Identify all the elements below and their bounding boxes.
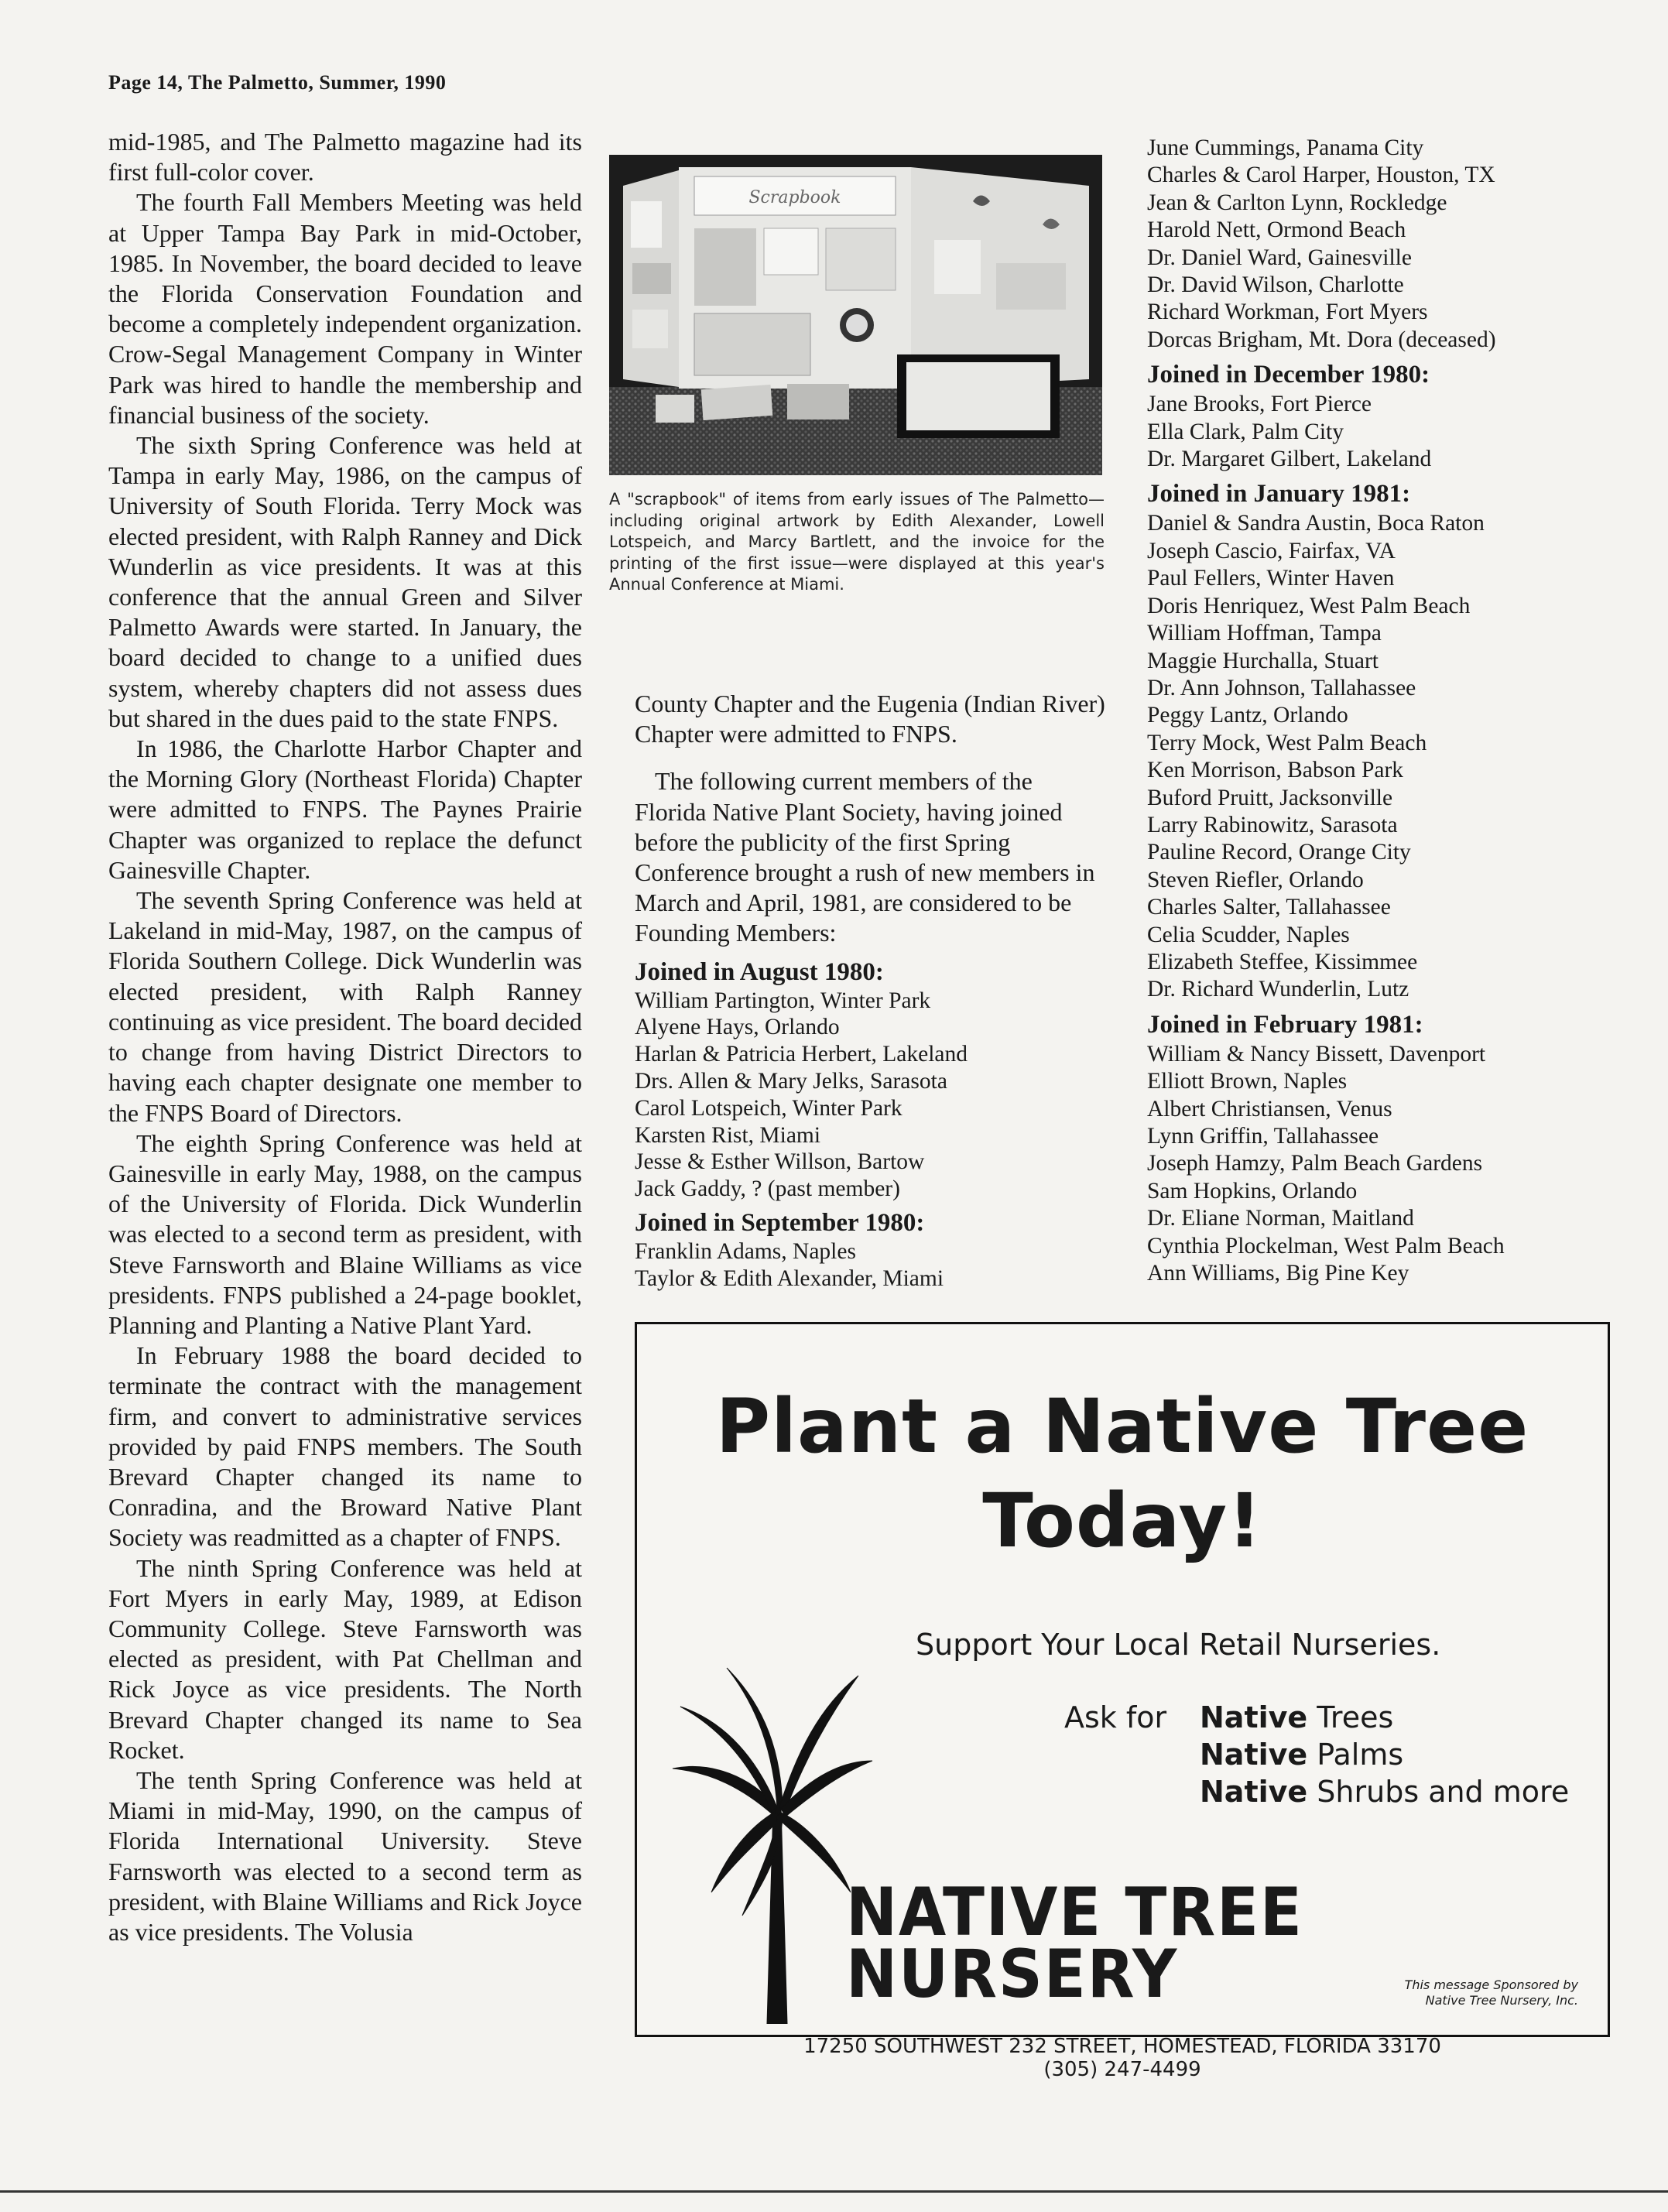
member-item: Elliott Brown, Naples	[1147, 1069, 1348, 1094]
section-title-december-1980: Joined in December 1980:	[1147, 361, 1430, 389]
member-item: Buford Pruitt, Jacksonville	[1147, 785, 1393, 810]
member-item: Dr. David Wilson, Charlotte	[1147, 272, 1404, 298]
member-item: Albert Christiansen, Venus	[1147, 1096, 1392, 1121]
ad-item-text: Palms	[1317, 1738, 1404, 1772]
member-item: Dorcas Brigham, Mt. Dora (deceased)	[1147, 327, 1496, 352]
member-item: William & Nancy Bissett, Davenport	[1147, 1041, 1486, 1067]
ad-item-text: Shrubs and more	[1317, 1775, 1570, 1809]
history-paragraph-2: The fourth Fall Members Meeting was held at Upper Tampa Bay Park in mid-October, 1985. In November, the board decided to leave the Florida Conservation Foundation and become a completely independent organization. Crow-Segal Management Company in Winter Park was hired to handle the membership and financial business of the society.	[108, 188, 582, 429]
ad-headline-line-2: Today!	[982, 1478, 1262, 1564]
member-item: Celia Scudder, Naples	[1147, 922, 1350, 947]
ad-headline-line-1: Plant a Native Tree	[715, 1383, 1529, 1470]
member-item: Lynn Griffin, Tallahassee	[1147, 1124, 1379, 1149]
member-item: Drs. Allen & Mary Jelks, Sarasota	[635, 1069, 947, 1094]
scrapbook-board-label: Scrapbook	[748, 188, 841, 207]
member-item: William Hoffman, Tampa	[1147, 621, 1382, 646]
member-item: Harold Nett, Ormond Beach	[1147, 217, 1406, 243]
member-item: Paul Fellers, Winter Haven	[1147, 566, 1395, 591]
bottom-rule	[0, 2190, 1668, 2193]
scrapbook-photo-illustration	[609, 155, 1102, 475]
member-item: Dr. Eliane Norman, Maitland	[1147, 1206, 1414, 1231]
ad-phone: (305) 247-4499	[1043, 2058, 1201, 2081]
member-item: Alyene Hays, Orlando	[635, 1015, 840, 1040]
member-item: Steven Riefler, Orlando	[1147, 867, 1364, 892]
nursery-logo	[846, 1874, 1303, 2013]
member-item: Terry Mock, West Palm Beach	[1147, 730, 1427, 755]
palm-tree-icon	[665, 1621, 874, 2024]
col2-paragraph-1: County Chapter and the Eugenia (Indian River) Chapter were admitted to FNPS.	[635, 690, 1105, 748]
member-item: Ann Williams, Big Pine Key	[1147, 1261, 1409, 1286]
member-item: Elizabeth Steffee, Kissimmee	[1147, 949, 1418, 974]
col2-paragraph-2: The following current members of the Florida Native Plant Society, having joined before the publicity of the first Spring Conference brought a rush of new members in March and April, 1981, are considered to be Founding Members:	[635, 767, 1095, 947]
photo-caption: A "scrapbook" of items from early issues of The Palmetto—including original artwork by Edith Alexander, Lowell Lotspeich, and Marcy Bartlett, and the invoice for the printing of the first issue—were displayed at this year's Annual Conference at Miami.	[609, 490, 1105, 594]
member-item: Jack Gaddy, ? (past member)	[635, 1176, 900, 1202]
member-item: Jean & Carlton Lynn, Rockledge	[1147, 190, 1447, 215]
member-item: Ken Morrison, Babson Park	[1147, 758, 1404, 783]
member-item: Dr. Ann Johnson, Tallahassee	[1147, 675, 1416, 700]
ad-street-address: 17250 SOUTHWEST 232 STREET, HOMESTEAD, FLORIDA 33170	[803, 2035, 1441, 2058]
member-item: Daniel & Sandra Austin, Boca Raton	[1147, 511, 1485, 536]
history-paragraph-3: The sixth Spring Conference was held at Tampa in early May, 1986, on the campus of University of South Florida. Terry Mock was elected president, with Ralph Ranney and Dick Wunderlin as vice presidents. It was at this conference that the annual Green and Silver Palmetto Awards were started. In January, the board decided to change to a unified dues system, whereby chapters did not assess dues but shared in the dues paid to the state FNPS.	[108, 431, 582, 732]
member-item: Larry Rabinowitz, Sarasota	[1147, 812, 1398, 837]
history-column	[108, 127, 582, 1947]
history-paragraph-6: The eighth Spring Conference was held at Gainesville in early May, 1988, on the campus of the University of Florida. Dick Wunderlin was elected to a second term as president, with Steve Farnsworth and Blaine Williams as vice presidents. FNPS published a 24-page booklet, Planning and Planting a Native Plant Yard.	[108, 1128, 582, 1339]
ad-support-text: Support Your Local Retail Nurseries.	[916, 1628, 1441, 1662]
history-paragraph-9: The tenth Spring Conference was held at Miami in mid-May, 1990, on the campus of Florida International University. Steve Farnsworth was elected to a second term as president, with Blaine Williams and Rick Joyce as vice presidents. The Volusia	[108, 1765, 582, 1946]
member-item: Carol Lotspeich, Winter Park	[635, 1095, 903, 1121]
history-paragraph-8: The ninth Spring Conference was held at Fort Myers in early May, 1989, at Edison Community College. Steve Farnsworth was elected as president, with Pat Chellman and Rick Joyce as vice presidents. The North Brevard Chapter changed its name to Sea Rocket.	[108, 1553, 582, 1764]
member-item: Harlan & Patricia Herbert, Lakeland	[635, 1042, 968, 1067]
history-paragraph-5: The seventh Spring Conference was held at Lakeland in mid-May, 1987, on the campus of Florida Southern College. Dick Wunderlin was elected president, with Ralph Ranney continuing as vice president. The board decided to change from having District Directors to having each chapter designate one member to the FNPS Board of Directors.	[108, 886, 582, 1127]
members-continued-column	[1147, 135, 1581, 1287]
member-item: Jane Brooks, Fort Pierce	[1147, 392, 1372, 417]
ad-ask-item-shrubs	[1200, 1773, 1569, 1810]
section-title-august-1980: Joined in August 1980:	[635, 957, 884, 986]
nursery-logo-line-1: NATIVE TREE	[846, 1874, 1303, 1951]
ad-native-word: Native	[1200, 1700, 1308, 1734]
member-item: Joseph Cascio, Fairfax, VA	[1147, 538, 1396, 563]
ad-native-word: Native	[1200, 1775, 1308, 1809]
member-item: Peggy Lantz, Orlando	[1147, 703, 1348, 728]
nursery-logo-line-2: NURSERY	[846, 1936, 1179, 2013]
member-item: June Cummings, Panama City	[1147, 135, 1424, 160]
history-paragraph-4: In 1986, the Charlotte Harbor Chapter and the Morning Glory (Northeast Florida) Chapter were admitted to FNPS. The Paynes Prairie Chapter was organized to replace the defunct Gainesville Chapter.	[108, 734, 582, 884]
section-title-september-1980: Joined in September 1980:	[635, 1209, 925, 1237]
member-item: Ella Clark, Palm City	[1147, 419, 1344, 444]
member-item: Taylor & Edith Alexander, Miami	[635, 1265, 944, 1291]
scrapbook-photo	[609, 155, 1102, 475]
member-item: Karsten Rist, Miami	[635, 1122, 821, 1148]
member-item: Maggie Hurchalla, Stuart	[1147, 648, 1379, 673]
ad-item-text: Trees	[1317, 1700, 1394, 1734]
page-header: Page 14, The Palmetto, Summer, 1990	[108, 71, 447, 94]
member-item: Joseph Hamzy, Palm Beach Gardens	[1147, 1151, 1483, 1176]
member-item: Sam Hopkins, Orlando	[1147, 1178, 1358, 1204]
member-item: Richard Workman, Fort Myers	[1147, 300, 1428, 325]
member-item: Cynthia Plockelman, West Palm Beach	[1147, 1233, 1505, 1258]
member-item: Pauline Record, Orange City	[1147, 840, 1411, 865]
member-item: Charles Salter, Tallahassee	[1147, 895, 1391, 920]
member-item: Doris Henriquez, West Palm Beach	[1147, 593, 1471, 618]
ad-ask-item-trees	[1200, 1699, 1569, 1736]
ad-sponsor-line-2: Native Tree Nursery, Inc.	[1425, 1993, 1578, 2008]
member-item: Dr. Daniel Ward, Gainesville	[1147, 245, 1412, 270]
member-item: Franklin Adams, Naples	[635, 1239, 856, 1264]
member-item: Dr. Margaret Gilbert, Lakeland	[1147, 447, 1432, 472]
ad-address	[637, 2035, 1608, 2081]
ad-ask-item-palms	[1200, 1736, 1569, 1773]
member-item: William Partington, Winter Park	[635, 988, 931, 1013]
section-title-february-1981: Joined in February 1981:	[1147, 1010, 1423, 1039]
native-tree-ad	[635, 1322, 1610, 2081]
ad-ask-label: Ask for	[1064, 1700, 1167, 1734]
member-item: Dr. Richard Wunderlin, Lutz	[1147, 977, 1409, 1002]
section-title-january-1981: Joined in January 1981:	[1147, 480, 1411, 508]
ad-native-word: Native	[1200, 1738, 1308, 1772]
member-item: Charles & Carol Harper, Houston, TX	[1147, 163, 1495, 188]
ad-sponsor-note	[1346, 1977, 1578, 2008]
history-paragraph-7: In February 1988 the board decided to terminate the contract with the management firm, and convert to administrative services provided by paid FNPS members. The South Brevard Chapter changed its name to Conradina, and the Broward Native Plant Society was readmitted as a chapter of FNPS.	[108, 1341, 582, 1552]
ad-sponsor-line-1: This message Sponsored by	[1404, 1977, 1578, 1992]
history-paragraph-1: mid-1985, and The Palmetto magazine had its first full-color cover.	[108, 128, 582, 187]
founding-members-column	[635, 689, 1108, 1293]
member-item: Jesse & Esther Willson, Bartow	[635, 1149, 925, 1175]
